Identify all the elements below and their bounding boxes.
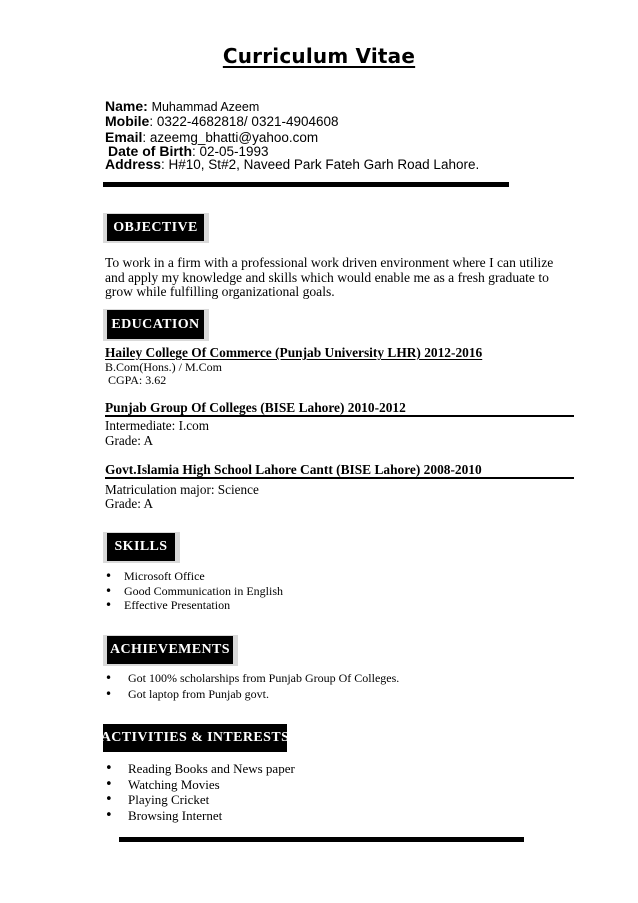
bullet-icon: • [105, 807, 113, 823]
dob-value: : 02-05-1993 [192, 144, 269, 159]
email-value: : azeemg_bhatti@yahoo.com [142, 130, 319, 145]
list-item: • Reading Books and News paper [105, 761, 295, 776]
mobile-line [105, 114, 339, 129]
bullet-icon: • [105, 687, 113, 701]
education-title-3: Govt.Islamia High School Lahore Cantt (BISE Lahore) 2008-2010 [105, 462, 482, 477]
list-item: • Good Communication in English [105, 583, 283, 598]
bullet-icon: • [105, 583, 113, 598]
bullet-icon: • [105, 776, 113, 792]
education-title-2: Punjab Group Of Colleges (BISE Lahore) 2010-2012 [105, 400, 406, 415]
bullet-icon: • [105, 598, 113, 612]
objective-text: To work in a firm with a professional work driven environment where I can utilize and apply my knowledge and skills which would enable me as a fresh graduate to grow while fulfilling organizational goals. [105, 255, 554, 299]
address-value: : H#10, St#2, Naveed Park Fateh Garh Road Lahore. [161, 157, 480, 172]
list-item: • Browsing Internet [105, 807, 223, 823]
education-rule-3 [105, 477, 574, 479]
education-title-1: Hailey College Of Commerce (Punjab University LHR) 2012-2016 [105, 345, 483, 360]
education-detail-1b: CGPA: 3.62 [105, 373, 167, 387]
address-label: Address [105, 156, 162, 172]
skills-heading: SKILLS [107, 533, 175, 561]
education-rule-2 [105, 415, 574, 417]
list-item: • Got 100% scholarships from Punjab Group Of Colleges. [105, 671, 400, 685]
objective-heading: OBJECTIVE [107, 214, 204, 241]
list-item: • Watching Movies [105, 776, 220, 792]
list-item: • Microsoft Office [105, 569, 205, 583]
bullet-icon: • [105, 569, 113, 583]
education-heading: EDUCATION [107, 310, 204, 339]
dob-label: Date of Birth [108, 143, 192, 159]
list-item: • Playing Cricket [105, 792, 210, 808]
education-detail-1a: B.Com(Hons.) / M.Com [105, 360, 223, 374]
mobile-label: Mobile [105, 113, 150, 129]
achievements-heading: ACHIEVEMENTS [107, 636, 233, 664]
education-detail-2a: Intermediate: I.com [105, 418, 209, 433]
bullet-icon: • [105, 761, 113, 776]
address-line [105, 157, 479, 172]
list-item: • Got laptop from Punjab govt. [105, 687, 269, 701]
education-detail-3a: Matriculation major: Science [105, 482, 259, 497]
page-title: Curriculum Vitae [222, 44, 416, 68]
bullet-icon: • [105, 671, 113, 685]
achievements-list [105, 670, 399, 702]
footer-divider [119, 837, 524, 842]
list-item: • Effective Presentation [105, 598, 231, 612]
activities-heading: ACTIVITIES & INTERESTS [103, 724, 287, 752]
skills-list [105, 569, 283, 613]
activities-list [105, 761, 295, 823]
email-label: Email [105, 129, 143, 145]
mobile-value: : 0322-4682818/ 0321-4904608 [149, 114, 339, 129]
header-divider [103, 182, 509, 187]
name-label: Name: [105, 98, 148, 114]
bullet-icon: • [105, 792, 113, 808]
name-value: Muhammad Azeem [151, 100, 260, 114]
education-detail-2b: Grade: A [105, 433, 153, 448]
education-detail-3b: Grade: A [105, 496, 153, 511]
